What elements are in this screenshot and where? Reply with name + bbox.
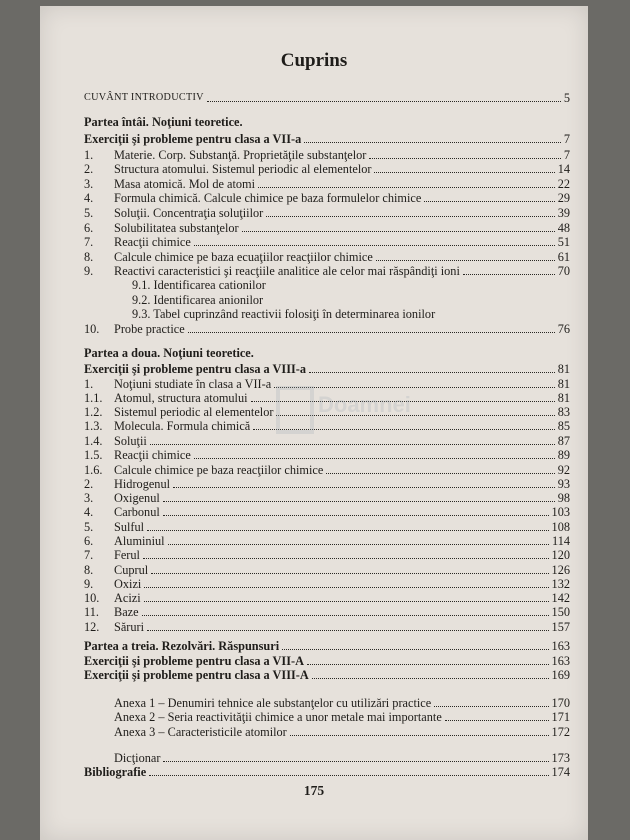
toc-entry-number: 7. [84,235,94,249]
toc-entry-number: 1.2. [84,405,103,419]
toc-entry-page: 150 [551,605,570,619]
toc-entry [84,638,570,653]
toc-dot-leader [144,601,549,602]
page-title: Cuprins [280,50,348,71]
toc-entry-page: 98 [557,491,570,505]
toc-entry [84,504,570,519]
toc-dot-leader [144,587,548,588]
toc-entry-number: 12. [84,620,100,634]
toc-entry-page: 39 [557,206,570,220]
toc-entry-number: 1.5. [84,448,103,462]
toc-entry-number: 6. [84,221,94,235]
toc-entry-title: 9.1. Identificarea cationilor [132,278,266,292]
toc-dot-leader [424,201,554,202]
toc-entry-page: 7 [563,148,570,162]
toc-entry-number: 4. [84,191,94,205]
toc-entry-number: 11. [84,605,99,619]
toc-entry [84,220,570,235]
toc-entry-page: 170 [551,696,570,710]
toc-dot-leader [194,458,555,459]
toc-entry-title: Formula chimică. Calcule chimice pe baza formulelor chimice [114,191,422,205]
toc-entry-title: Ferul [114,548,140,562]
toc-entry-page: 114 [552,534,570,548]
toc-dot-leader [163,501,555,502]
toc-entry-page: 51 [557,235,570,249]
toc-entry-number: 9. [84,577,94,591]
toc-entry-title: Masa atomică. Mol de atomi [114,177,256,191]
toc-entry-title: Partea a doua. Noţiuni teoretice. [84,346,254,360]
toc-dot-leader [188,332,555,333]
toc-entry [84,695,570,710]
toc-entry [84,361,570,376]
toc-entry-number: 2. [84,162,94,176]
toc-entry-title: Noţiuni studiate în clasa a VII-a [114,377,272,391]
toc-entry-page: 7 [563,132,570,146]
toc-entry-number: 9. [84,264,94,278]
toc-entry-title: Structura atomului. Sistemul periodic al elementelor [114,162,372,176]
toc-entry [84,576,570,591]
toc-dot-leader [290,735,549,736]
toc-dot-leader [266,216,554,217]
toc-entry-title: Reacţii chimice [114,235,191,249]
toc-entry-title: Calcule chimice pe baza ecuaţiilor reacţiilor chimice [114,250,373,264]
toc-entry [84,114,570,129]
toc-dot-leader [463,274,555,275]
toc-entry [84,176,570,191]
toc-entry-page: 70 [557,264,570,278]
toc-entry-number: 1.6. [84,463,103,477]
toc-entry [84,321,570,336]
toc-entry-page: 108 [551,520,570,534]
toc-entry-page: 61 [557,250,570,264]
toc-dot-leader [312,678,549,679]
toc-entry-title: Soluţii. Concentraţia soluţiilor [114,206,264,220]
toc-entry-title: Dicţionar [114,751,161,765]
toc-dot-leader [258,187,555,188]
watermark-text: Doamnei [318,392,411,417]
toc-entry-title: Solubilitatea substanţelor [114,221,239,235]
toc-entry-number: 2. [84,477,94,491]
toc-dot-leader [194,245,555,246]
toc-entry-title: Atomul, structura atomului [114,391,248,405]
toc-entry-page: 163 [551,639,570,653]
toc-entry [84,764,570,779]
toc-entry-title: Reactivi caracteristici şi reacţiile analitice ale celor mai răspândiţi ioni [114,264,460,278]
toc-entry [84,345,570,360]
toc-entry-page: 126 [551,563,570,577]
toc-entry-number: 7. [84,548,94,562]
toc-dot-leader [369,158,560,159]
toc-entry [84,277,570,292]
toc-dot-leader [242,231,555,232]
toc-entry-page: 22 [557,177,570,191]
toc-entry [84,619,570,634]
toc-entry-page: 142 [551,591,570,605]
toc-entry-number: 1. [84,377,94,391]
toc-entry-page: 120 [551,548,570,562]
toc-entry-page: 81 [557,391,570,405]
toc-dot-leader [307,664,549,665]
toc-entry-page: 5 [563,91,570,105]
toc-entry-page: 92 [557,463,570,477]
toc-entry [84,131,570,146]
toc-dot-leader [326,473,554,474]
toc-entry-title: Exerciţii şi probleme pentru clasa a VII-A [84,654,304,668]
toc-dot-leader [173,487,555,488]
toc-entry [84,547,570,562]
toc-dot-leader [376,260,555,261]
toc-entry [84,709,570,724]
toc-entry-title: Anexa 1 – Denumiri tehnice ale substanţelor cu utilizări practice [114,696,432,710]
toc-entry-title: Probe practice [114,322,185,336]
toc-entry-title: Acizi [114,591,141,605]
toc-entry-title: 9.3. Tabel cuprinzând reactivii folosiţi în determinarea ionilor [132,307,436,321]
toc-entry-page: 174 [551,765,570,779]
toc-entry-title: Carbonul [114,505,160,519]
toc-entry [84,667,570,682]
toc-entry [84,306,570,321]
toc-entry-title: Oxizi [114,577,142,591]
toc-dot-leader [147,530,548,531]
toc-entry [84,562,570,577]
toc-entry-title: Exerciţii şi probleme pentru clasa a VIII-a [84,362,307,376]
toc-entry-title: 9.2. Identificarea anionilor [132,293,264,307]
toc-entry-page: 93 [557,477,570,491]
toc-entry-number: 1.4. [84,434,103,448]
toc-entry-title: Soluţii [114,434,147,448]
toc-entry-title: Anexa 3 – Caracteristicile atomilor [114,725,287,739]
toc-entry-page: 81 [557,362,570,376]
toc-entry [84,519,570,534]
toc-dot-leader [149,775,548,776]
toc-entry-page: 163 [551,654,570,668]
toc-dot-leader [142,615,549,616]
toc-entry [84,490,570,505]
toc-entry-number: 10. [84,591,100,605]
toc-dot-leader [434,706,548,707]
toc-entry-page: 14 [557,162,570,176]
toc-entry-title: Partea a treia. Rezolvări. Răspunsuri [84,639,280,653]
toc-entry-title: Exerciţii şi probleme pentru clasa a VII-a [84,132,302,146]
toc-entry-number: 8. [84,563,94,577]
toc-entry-number: 3. [84,491,94,505]
toc-dot-leader [168,544,549,545]
toc-entry-page: 76 [557,322,570,336]
toc-entry [84,263,570,278]
toc-entry-page: 87 [557,434,570,448]
toc-entry [84,161,570,176]
toc-dot-leader [147,630,548,631]
toc-entry-page: 169 [551,668,570,682]
toc-entry-page: 173 [551,751,570,765]
toc-entry-title: Anexa 2 – Seria reactivităţii chimice a unor metale mai importante [114,710,442,724]
toc-entry-page: 83 [557,405,570,419]
toc-entry-title: CUVÂNT INTRODUCTIV [84,92,204,103]
toc-dot-leader [150,444,555,445]
toc-entry-number: 1.3. [84,419,103,433]
toc-entry-title: Sulful [114,520,145,534]
toc-dot-leader [163,761,548,762]
toc-entry [84,533,570,548]
toc-entry-page: 157 [551,620,570,634]
toc-entry [84,447,570,462]
toc-entry-page: 103 [551,505,570,519]
watermark-frame [276,386,314,434]
toc-entry-page: 48 [557,221,570,235]
toc-entry-number: 1.1. [84,391,103,405]
book-page [40,6,588,840]
toc-entry-number: 8. [84,250,94,264]
toc-entry [84,750,570,765]
toc-entry-title: Partea întâi. Noţiuni teoretice. [84,115,243,129]
toc-entry-title: Bibliografie [84,765,147,779]
toc-entry-title: Oxigenul [114,491,160,505]
toc-dot-leader [374,172,554,173]
toc-entry [84,234,570,249]
toc-entry-title: Exerciţii şi probleme pentru clasa a VIII-A [84,668,309,682]
toc-entry [84,147,570,162]
toc-dot-leader [445,720,549,721]
toc-entry-number: 6. [84,534,94,548]
toc-entry [84,476,570,491]
toc-dot-leader [309,372,555,373]
toc-entry [84,90,570,105]
toc-entry-number: 4. [84,505,94,519]
toc-entry [84,724,570,739]
toc-entry [84,292,570,307]
toc-entry-title: Calcule chimice pe baza reacţiilor chimice [114,463,324,477]
watermark-logo [276,378,426,438]
toc-entry-page: 171 [551,710,570,724]
toc-entry-page: 29 [557,191,570,205]
toc-entry [84,462,570,477]
toc-dot-leader [143,558,549,559]
toc-dot-leader [207,101,561,102]
toc-entry-number: 5. [84,206,94,220]
page-number: 175 [303,783,325,798]
toc-entry-title: Sistemul periodic al elementelor [114,405,274,419]
toc-entry-number: 5. [84,520,94,534]
toc-dot-leader [163,515,549,516]
toc-entry [84,205,570,220]
toc-entry-title: Cuprul [114,563,149,577]
toc-entry-title: Reacţii chimice [114,448,191,462]
toc-entry [84,190,570,205]
toc-dot-leader [282,649,548,650]
toc-entry [84,249,570,264]
toc-entry [84,590,570,605]
toc-entry-number: 10. [84,322,100,336]
toc-entry-page: 172 [551,725,570,739]
toc-entry-title: Hidrogenul [114,477,171,491]
toc-dot-leader [304,142,561,143]
toc-entry-title: Aluminiul [114,534,165,548]
toc-entry-page: 85 [557,419,570,433]
toc-entry-page: 132 [551,577,570,591]
toc-entry-number: 1. [84,148,94,162]
toc-entry-title: Molecula. Formula chimică [114,419,251,433]
toc-entry-page: 81 [557,377,570,391]
toc-entry-page: 89 [557,448,570,462]
toc-entry-title: Baze [114,605,139,619]
toc-entry [84,653,570,668]
toc-entry-number: 3. [84,177,94,191]
toc-dot-leader [151,573,548,574]
toc-entry-title: Săruri [114,620,145,634]
toc-entry [84,604,570,619]
toc-entry-title: Materie. Corp. Substanţă. Proprietăţile substanţelor [114,148,367,162]
